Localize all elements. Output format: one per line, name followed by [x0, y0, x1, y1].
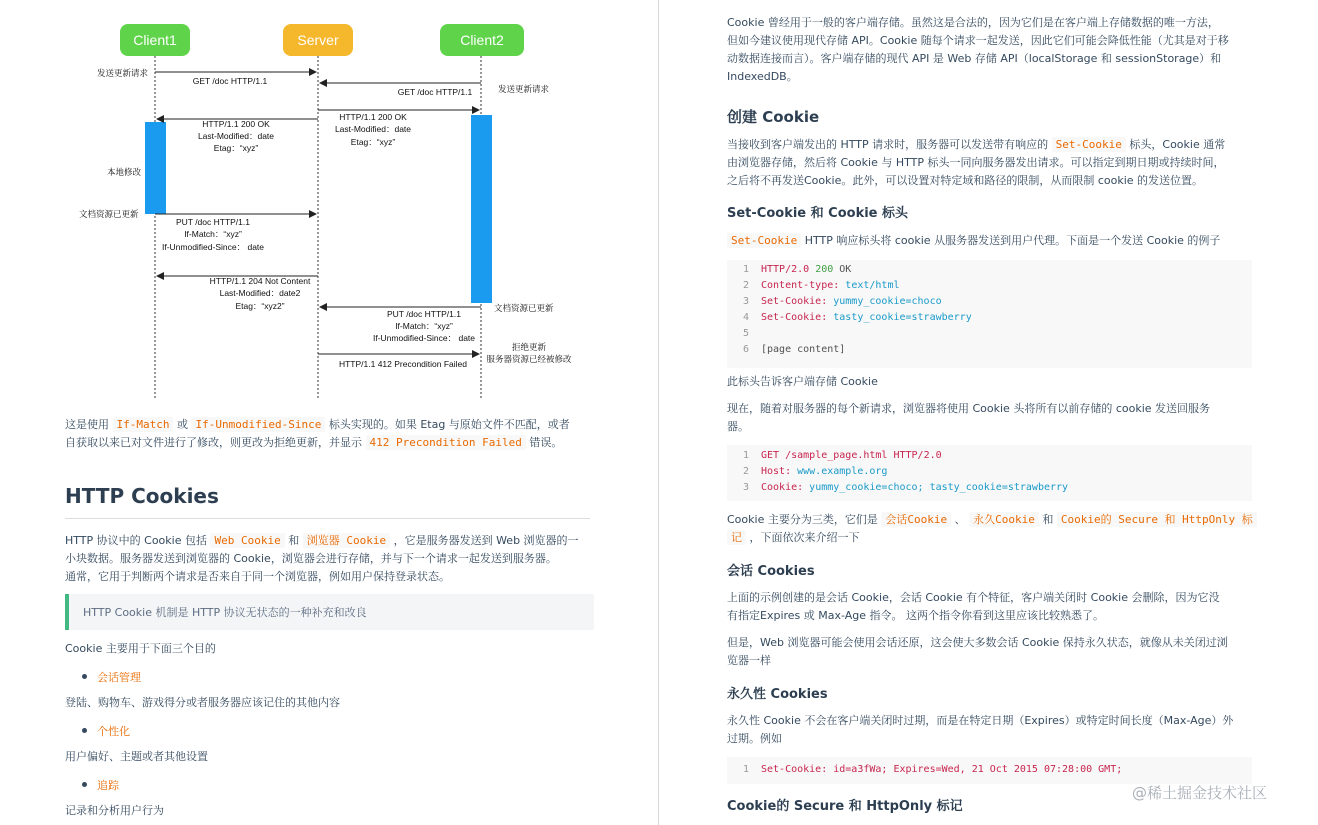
session-paragraph-1: 上面的示例创建的是会话 Cookie，会话 Cookie 有个特征，客户端关闭时 Cookie 会删除，因为它没 有指定Expires 或 Max-Age 指令。 这两个指令你看到这里应该比较熟悉了。 [727, 591, 1220, 622]
heading-underline [65, 518, 590, 519]
label-local-modify: 本地修改 [107, 167, 142, 177]
label-get1: GET /doc HTTP/1.1 [192, 76, 268, 86]
label-resp2-l3: Etag：“xyz” [350, 137, 396, 147]
label-reject-l1: 拒绝更新 [511, 342, 547, 352]
label-resp412: HTTP/1.1 412 Precondition Failed [338, 359, 468, 369]
label-resp2-l2: Last-Modified：date [334, 124, 412, 134]
session-paragraph-2: 但是，Web 浏览器可能会使用会话还原，这会使大多数会话 Cookie 保持永久状态，就像从未关闭过浏 览器一样 [727, 636, 1228, 667]
sequence-diagram [0, 0, 658, 405]
purposes-intro: Cookie 主要用于下面三个目的 [65, 642, 216, 655]
persistent-paragraph: 永久性 Cookie 不会在客户端关闭时过期，而是在特定日期（Expires）或特定时间长度（Max-Age）外 过期。例如 [727, 714, 1234, 745]
inline-code-if-unmodified-since: If-Unmodified-Since [191, 417, 325, 432]
label-resp204-l1: HTTP/1.1 204 Not Content [209, 276, 311, 286]
label-put2-l2: If-Match：“xyz” [395, 321, 453, 331]
left-page [0, 0, 658, 825]
inline-code-412: 412 Precondition Failed [366, 435, 526, 450]
code-block-expires: 1 Set-Cookie: id=a3fWa; Expires=Wed, 21 Oct 2015 07:28:00 GMT; [727, 757, 1252, 784]
label-reject-l2: 服务器资源已经被修改 [486, 354, 572, 364]
client1-activation [145, 122, 166, 214]
purpose-session: 会话管理 [97, 671, 141, 684]
cookie-types-paragraph: Cookie 主要分为三类，它们是 会话Cookie 、 永久Cookie 和 Cookie的 Secure 和 HttpOnly 标 记 ，下面依次来介绍一下 [727, 511, 1287, 547]
heading-persistent-cookies: 永久性 Cookies [727, 687, 828, 702]
label-resp2-l1: HTTP/1.1 200 OK [339, 112, 407, 122]
inline-code-session-cookie: 会话Cookie [881, 512, 951, 527]
client2-activation [471, 115, 492, 303]
purpose-tracking: 追踪 [97, 779, 119, 792]
inline-code-if-match: If-Match [113, 417, 174, 432]
label-put2-l1: PUT /doc HTTP/1.1 [386, 309, 462, 319]
label-c2-send: 发送更新请求 [498, 84, 550, 94]
cookies-intro: HTTP 协议中的 Cookie 包括 Web Cookie 和 浏览器 Cookie ，它是服务器发送到 Web 浏览器的一 小块数据。服务器发送到浏览器的 Cookie，浏览器会进行存储，并与下一个请求一起发送到服务器。 通常，它用于判断两个请求是否来自于同一个浏览器，例如用户保持登录状态。 [65, 534, 579, 583]
heading-http-cookies: HTTP Cookies [65, 484, 219, 508]
label-put1-l2: If-Match：“xyz” [184, 229, 242, 239]
create-cookie-paragraph: 当接收到客户端发出的 HTTP 请求时，服务器可以发送带有响应的 Set-Cookie 标头，Cookie 通常 由浏览器存储，然后将 Cookie 与 HTTP 标头一同向服务器发出请求。可以指定到期日期或持续时间， 之后将不再发送Cookie。此外，可以设置对特定域和路径的限制，从而限制 cookie 的发送位置。 [727, 138, 1226, 187]
heading-secure-httponly: Cookie的 Secure 和 HttpOnly 标记 [727, 799, 963, 814]
purpose-tracking-desc: 记录和分析用户行为 [65, 804, 164, 817]
inline-code-set-cookie: Set-Cookie [1052, 137, 1126, 152]
code-block-request: 1 GET /sample_page.html HTTP/2.0 2 Host: www.example.org 3 Cookie: yummy_cookie=choco; tasty_cookie=strawberry [727, 445, 1252, 501]
inline-code-persistent-cookie: 永久Cookie [969, 512, 1039, 527]
heading-create-cookie: 创建 Cookie [727, 108, 820, 126]
heading-set-cookie-header: Set-Cookie 和 Cookie 标头 [727, 206, 909, 221]
etag-paragraph: 这是使用 If-Match 或 If-Unmodified-Since 标头实现的。如果 Etag 与原始文件不匹配，或者 自获取以来已对文件进行了修改，则更改为拒绝更新，并显示 412 Precondition Failed 错误。 [65, 418, 570, 449]
purpose-personalization-desc: 用户偏好、主题或者其他设置 [65, 750, 208, 763]
client2-label: Client2 [460, 32, 504, 48]
purpose-session-desc: 登陆、购物车、游戏得分或者服务器应该记住的其他内容 [65, 696, 340, 709]
after-code1-text: 此标头告诉客户端存储 Cookie [727, 375, 878, 388]
blockquote-text: HTTP Cookie 机制是 HTTP 协议无状态的一种补充和改良 [83, 606, 367, 619]
label-doc-updated-2: 文档资源已更新 [494, 303, 554, 313]
label-put1-l1: PUT /doc HTTP/1.1 [175, 217, 251, 227]
server-label: Server [297, 32, 339, 48]
inline-code-web-cookie: Web Cookie [210, 533, 284, 548]
label-resp204-l3: Etag：“xyz2” [235, 301, 285, 311]
purpose-personalization: 个性化 [97, 725, 130, 738]
bullet-dot [82, 782, 87, 787]
label-get2: GET /doc HTTP/1.1 [397, 87, 473, 97]
client1-label: Client1 [133, 32, 177, 48]
label-resp1-l2: Last-Modified：date [197, 131, 275, 141]
code-block-response: 1 HTTP/2.0 200 OK 2 Content-type: text/html 3 Set-Cookie: yummy_cookie=choco 4 Set-Cookie: tasty_cookie=strawberry 5 6 [page content] [727, 260, 1252, 368]
heading-session-cookies: 会话 Cookies [727, 564, 815, 579]
bullet-dot [82, 674, 87, 679]
label-put1-l3: If-Unmodified-Since： date [161, 242, 265, 252]
set-cookie-paragraph: Set-Cookie HTTP 响应标头将 cookie 从服务器发送到用户代理。下面是一个发送 Cookie 的例子 [727, 232, 1287, 250]
watermark: @稀土掘金技术社区 [1132, 784, 1268, 802]
label-resp1-l1: HTTP/1.1 200 OK [202, 119, 270, 129]
blockquote [65, 594, 594, 630]
label-c1-send: 发送更新请求 [97, 68, 149, 78]
cookie-request-paragraph: 现在，随着对服务器的每个新请求，浏览器将使用 Cookie 头将所有以前存储的 cookie 发送回服务 器。 [727, 402, 1211, 433]
label-put2-l3: If-Unmodified-Since： date [372, 333, 476, 343]
inline-code-secure-httponly: Cookie的 Secure 和 HttpOnly 标 [1057, 512, 1257, 527]
inline-code-browser-cookie: 浏览器 Cookie [303, 533, 390, 548]
inline-code-set-cookie: Set-Cookie [727, 233, 801, 248]
storage-paragraph: Cookie 曾经用于一般的客户端存储。虽然这是合法的，因为它们是在客户端上存储数据的唯一方法， 但如今建议使用现代存储 API。Cookie 随每个请求一起发送，因此它们可能会降低性能（尤其是对于移 动数据连接而言）。客户端存储的现代 API 是 Web 存储 API（localStorage 和 sessionStorage）和 IndexedDB。 [727, 16, 1229, 83]
label-resp1-l3: Etag：“xyz” [213, 143, 259, 153]
inline-code-secure-httponly-cont: 记 [727, 530, 746, 545]
label-doc-updated-1: 文档资源已更新 [79, 209, 139, 219]
bullet-dot [82, 728, 87, 733]
label-resp204-l2: Last-Modified：date2 [219, 288, 301, 298]
